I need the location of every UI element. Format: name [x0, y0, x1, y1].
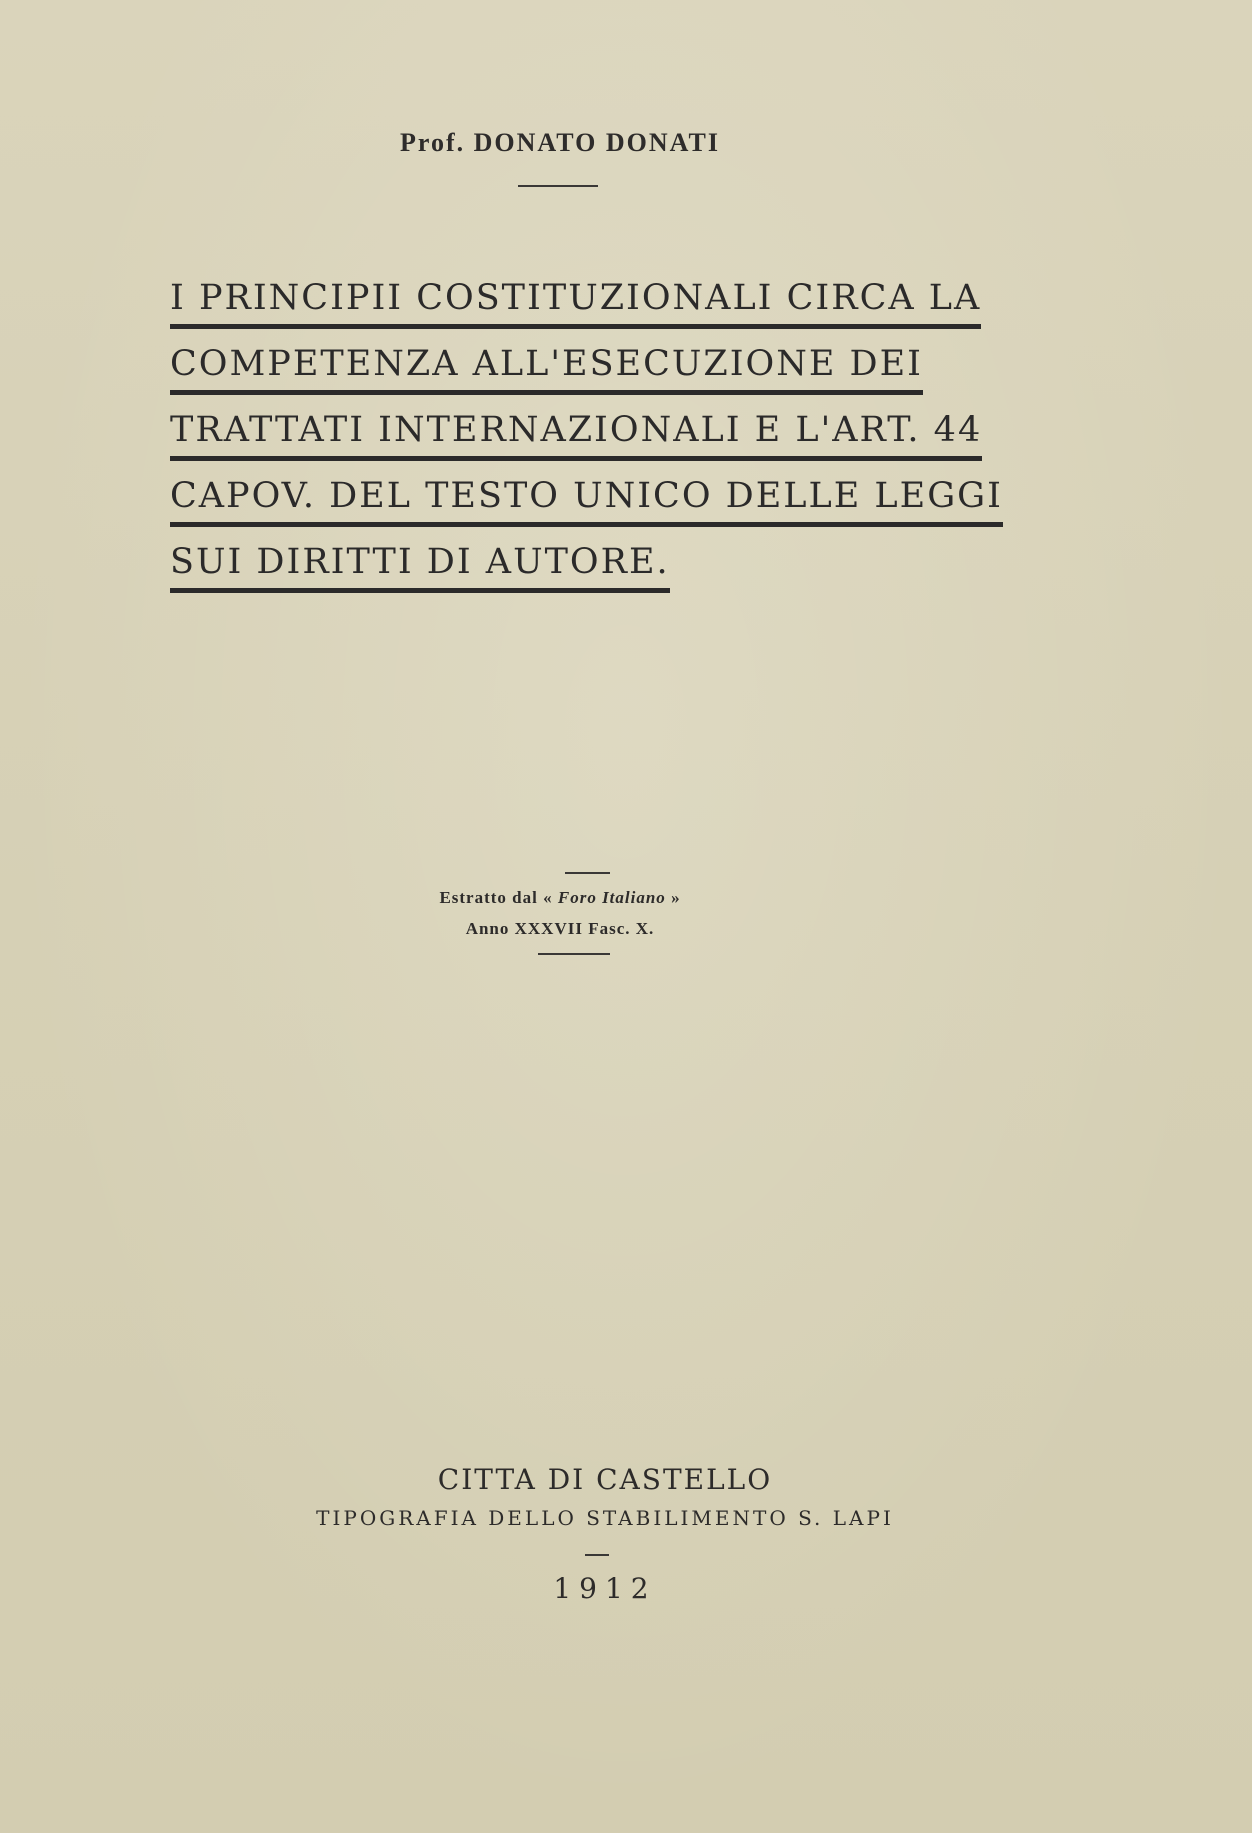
title-line-1: I PRINCIPII COSTITUZIONALI CIRCA LA: [170, 280, 981, 329]
year-divider: [585, 1554, 609, 1556]
extract-divider-bottom: [538, 953, 610, 955]
imprint-city: CITTA DI CASTELLO: [437, 1463, 773, 1496]
imprint-printer: TIPOGRAFIA DELLO STABILIMENTO S. LAPI: [316, 1506, 894, 1530]
title-line-2: COMPETENZA ALL'ESECUZIONE DEI: [170, 346, 923, 395]
title-line-3: TRATTATI INTERNAZIONALI E L'ART. 44: [170, 412, 982, 461]
extract-issue: Anno XXXVII Fasc. X.: [465, 919, 655, 938]
author-divider: [518, 185, 598, 187]
extract-suffix: »: [671, 888, 681, 907]
title-line-5: SUI DIRITTI DI AUTORE.: [170, 544, 670, 593]
imprint-year: 1912: [553, 1572, 657, 1605]
work-title: [170, 278, 1003, 610]
extract-prefix: Estratto dal «: [439, 888, 553, 907]
author-name: Prof. DONATO DONATI: [400, 128, 720, 157]
extract-divider-top: [565, 872, 610, 874]
journal-name: Foro Italiano: [557, 888, 666, 907]
title-line-4: CAPOV. DEL TESTO UNICO DELLE LEGGI: [170, 478, 1003, 527]
extract-note: [0, 888, 1120, 908]
